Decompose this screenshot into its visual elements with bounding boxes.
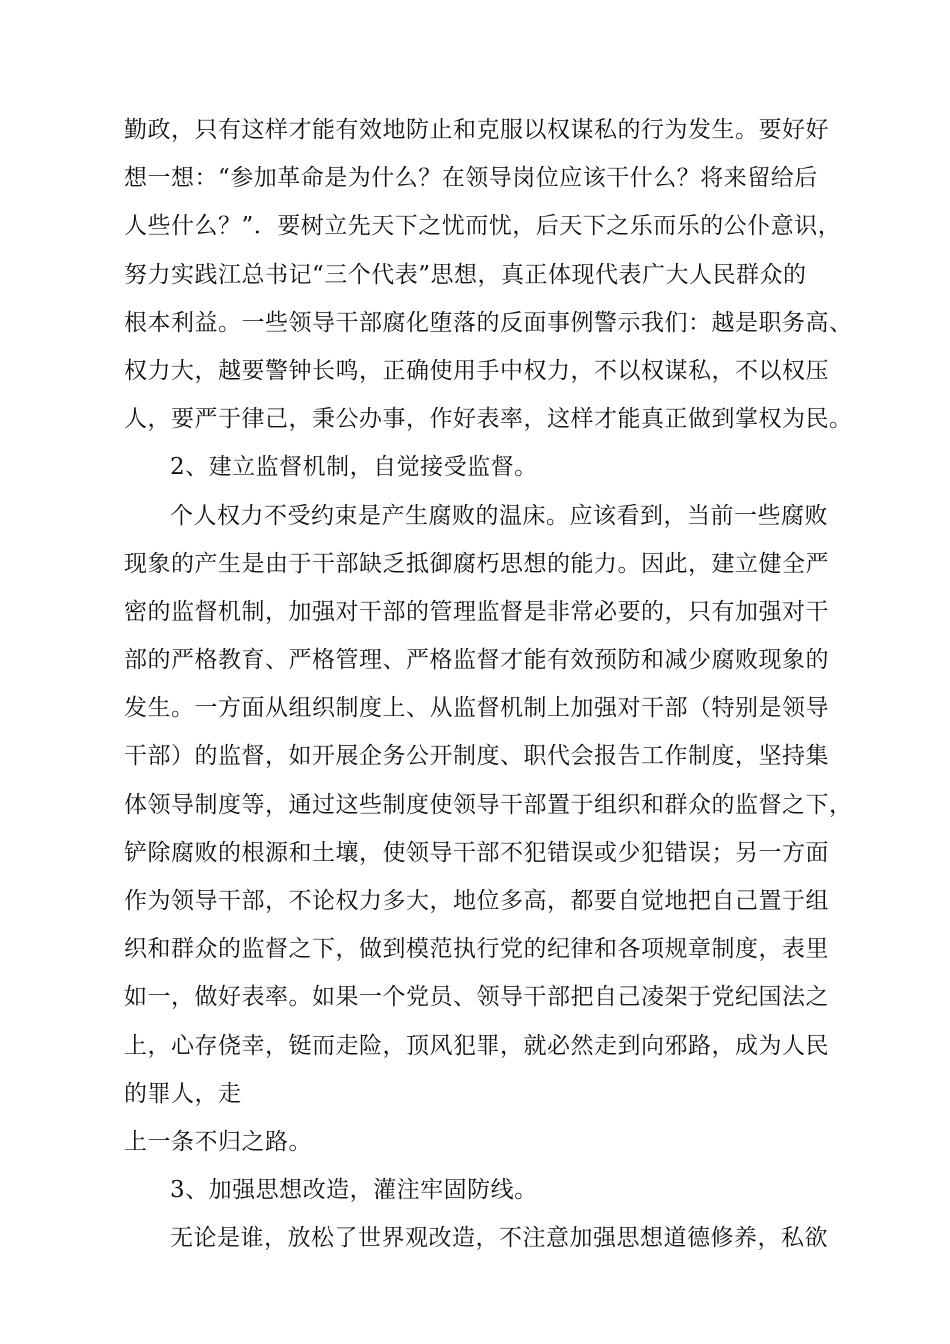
text-line: 上一条不归之路。 xyxy=(124,1128,312,1155)
text-line: 作为领导干部，不论权力多大，地位多高，都要自觉地把自己置于组 xyxy=(124,888,829,914)
text-line: 织和群众的监督之下，做到模范执行党的纪律和各项规章制度，表里 xyxy=(124,936,829,963)
text-line: 密的监督机制，加强对干部的管理监督是非常必要的，只有加强对干 xyxy=(124,598,829,625)
text-line: 个人权力不受约束是产生腐败的温床。应该看到，当前一些腐败 xyxy=(170,502,828,529)
text-line: 现象的产生是由于干部缺乏抵御腐朽思想的能力。因此，建立健全严 xyxy=(124,550,829,577)
text-line: 人些什么？”．要树立先天下之忧而忧，后天下之乐而乐的公仆意识， xyxy=(124,213,842,240)
text-line: 发生。一方面从组织制度上、从监督机制上加强对干部（特别是领导 xyxy=(124,695,829,722)
text-line: 想一想：“参加革命是为什么？在领导岗位应该干什么？将来留给后 xyxy=(124,165,818,192)
text-line: 的罪人，走 xyxy=(124,1080,242,1107)
text-line: 勤政，只有这样才能有效地防止和克服以权谋私的行为发生。要好好 xyxy=(124,117,829,143)
text-line: 努力实践江总书记“三个代表”思想，真正体现代表广大人民群众的 xyxy=(124,261,807,288)
text-line: 体领导制度等，通过这些制度使领导干部置于组织和群众的监督之下， xyxy=(124,791,853,818)
body-text xyxy=(124,106,864,1263)
text-line: 铲除腐败的根源和土壤，使领导干部不犯错误或少犯错误；另一方面 xyxy=(124,839,829,866)
text-line: 3、加强思想改造，灌注牢固防线。 xyxy=(170,1177,538,1204)
text-line: 干部）的监督，如开展企务公开制度、职代会报告工作制度，坚持集 xyxy=(124,743,829,770)
text-line: 部的严格教育、严格管理、严格监督才能有效预防和减少腐败现象的 xyxy=(124,647,829,674)
text-line: 根本利益。一些领导干部腐化堕落的反面事例警示我们：越是职务高、 xyxy=(124,309,853,336)
text-line: 人，要严于律己，秉公办事，作好表率，这样才能真正做到掌权为民。 xyxy=(124,406,853,433)
text-line: 2、建立监督机制，自觉接受监督。 xyxy=(170,454,538,481)
text-line: 权力大，越要警钟长鸣，正确使用手中权力，不以权谋私，不以权压 xyxy=(124,357,829,384)
text-line: 如一，做好表率。如果一个党员、领导干部把自己凌架于党纪国法之 xyxy=(124,984,829,1011)
text-line: 上，心存侥幸，铤而走险，顶风犯罪，就必然走到向邪路，成为人民 xyxy=(124,1032,829,1059)
text-line: 无论是谁，放松了世界观改造，不注意加强思想道德修养，私欲 xyxy=(170,1225,828,1252)
